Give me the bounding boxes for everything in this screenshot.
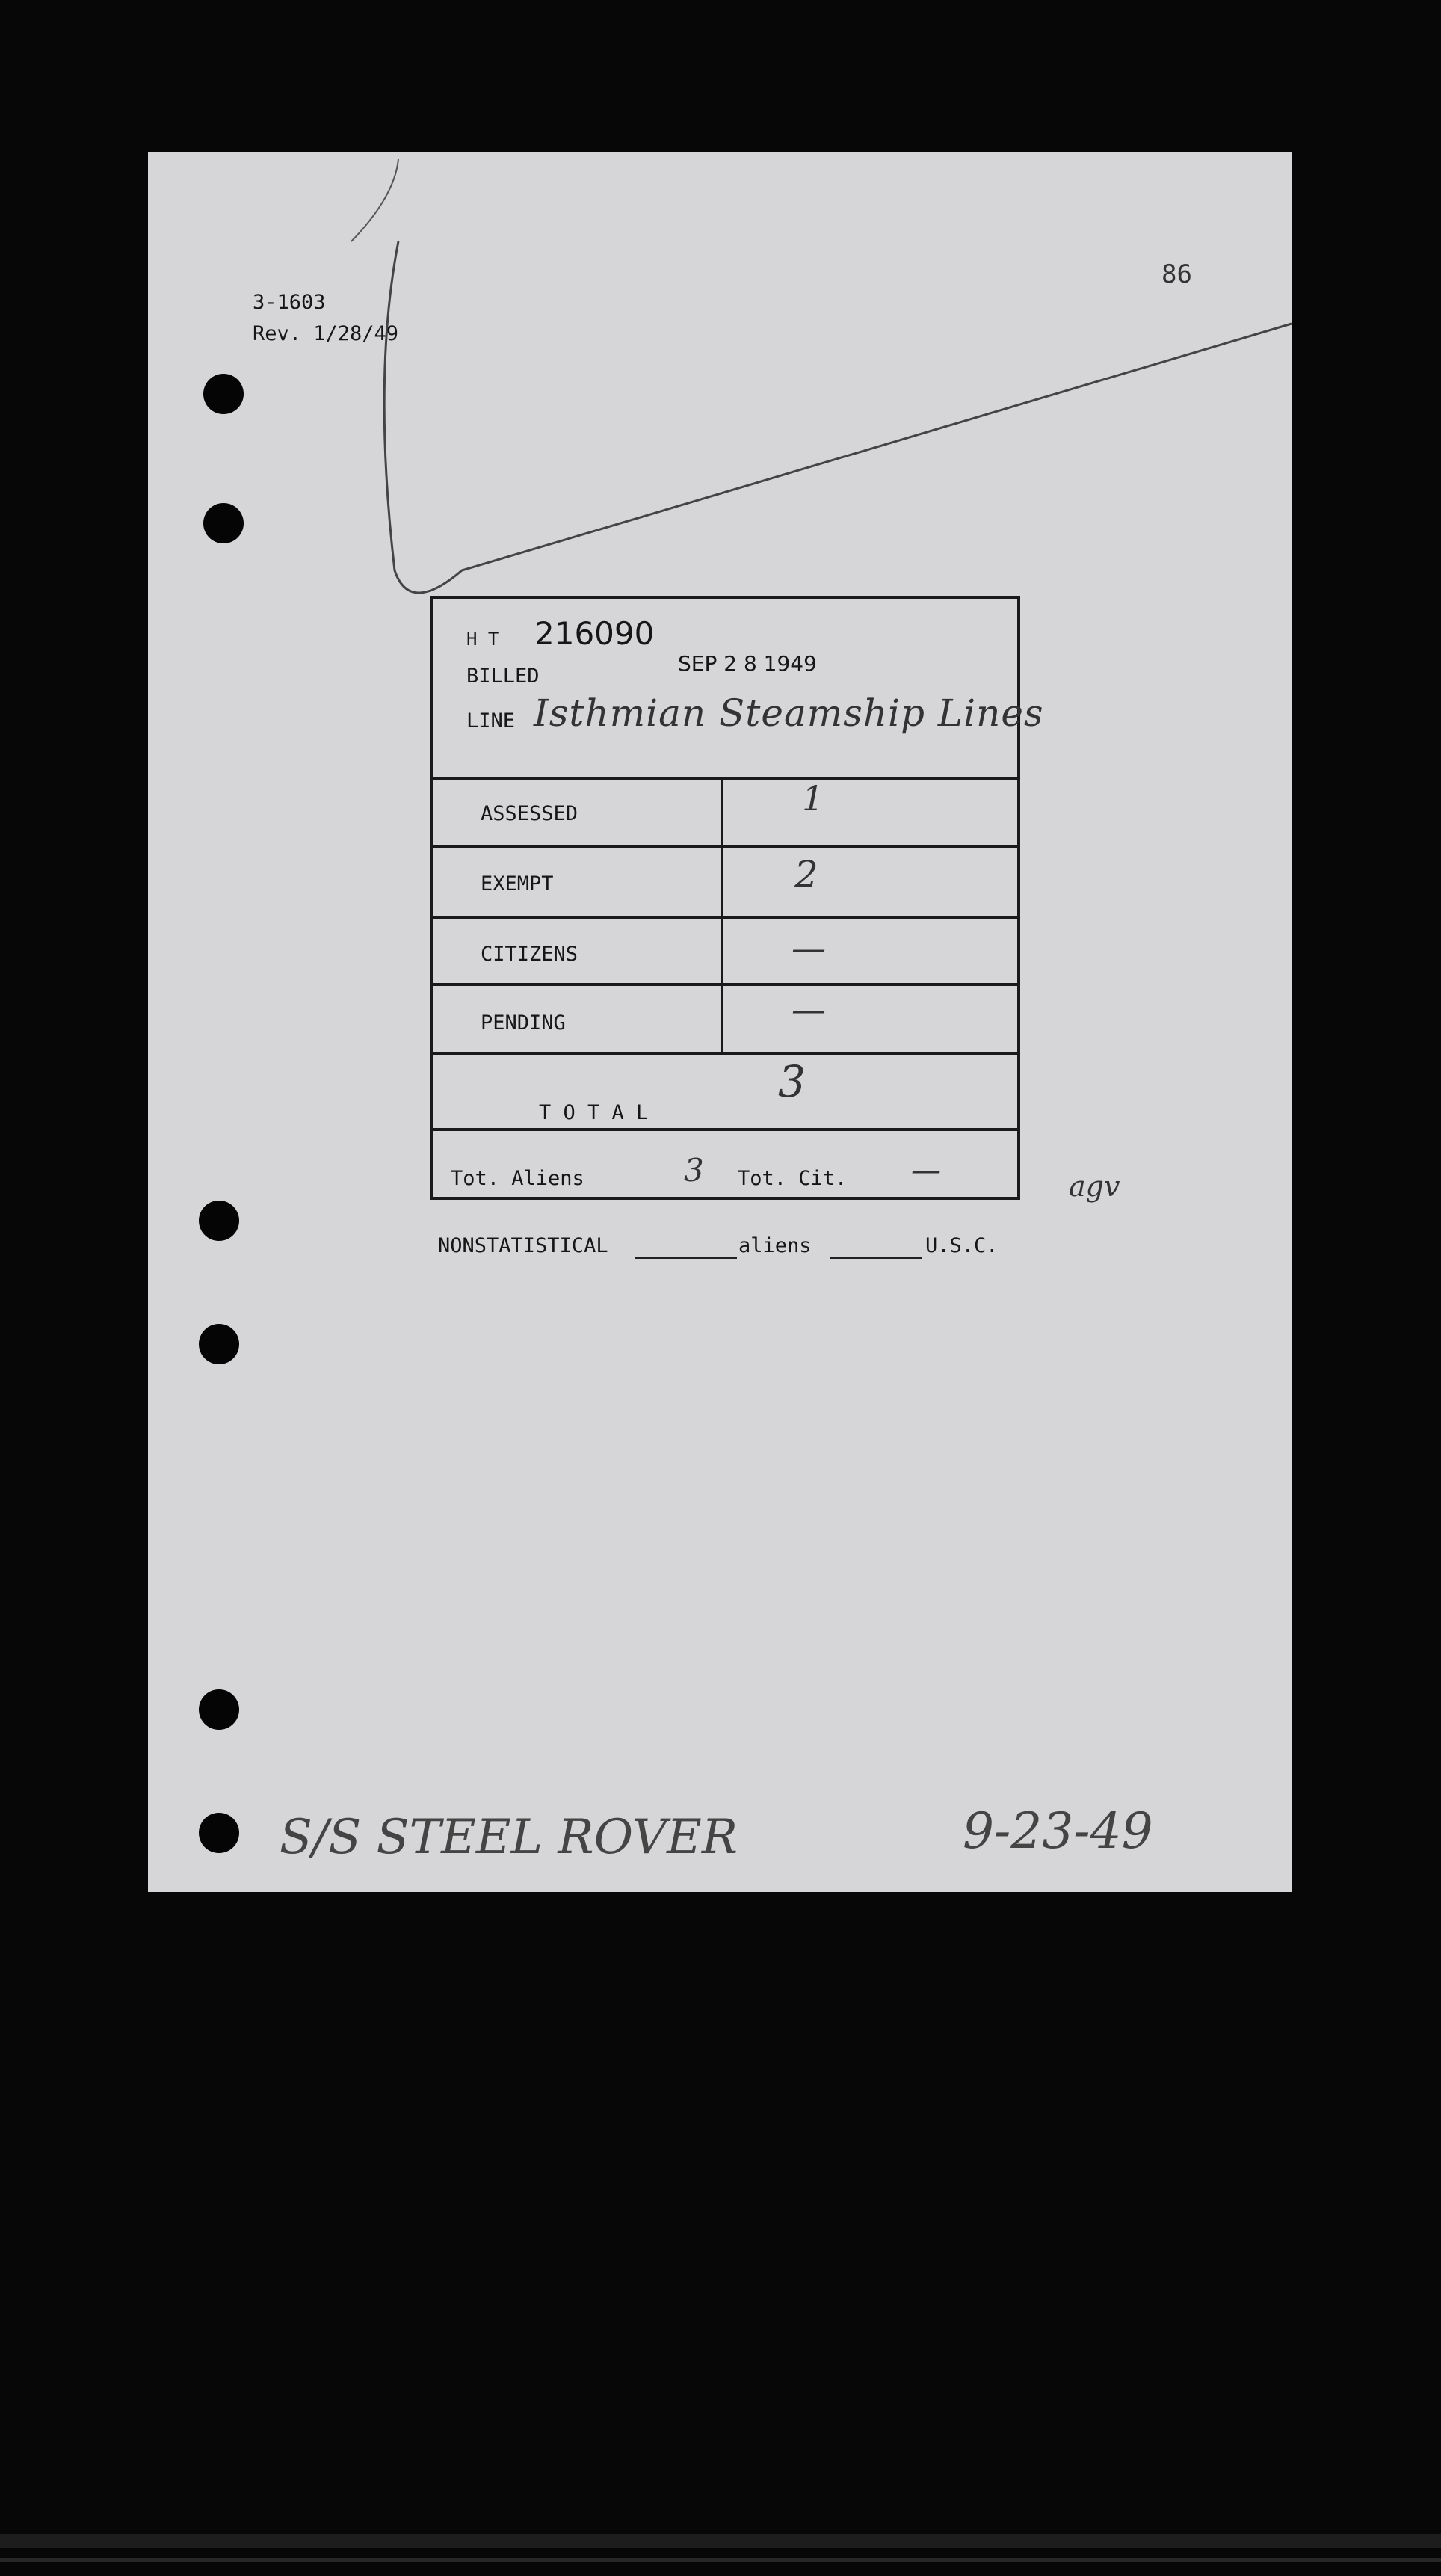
usc-label: U.S.C. [925, 1234, 999, 1257]
column-divider [720, 778, 723, 1053]
punch-hole [199, 1201, 239, 1241]
line-label: LINE [466, 709, 516, 733]
total-label: T O T A L [539, 1101, 649, 1124]
divider [433, 1052, 1017, 1055]
nonstatistical-blank [635, 1257, 737, 1259]
row-label-pending: PENDING [481, 1011, 566, 1035]
divider [433, 845, 1017, 848]
punch-hole [199, 1813, 239, 1853]
divider [433, 983, 1017, 986]
divider [433, 1128, 1017, 1131]
film-edge [0, 2534, 1441, 2548]
row-label-exempt: EXEMPT [481, 872, 554, 896]
page-number: 86 [1161, 259, 1192, 289]
date-stamp: SEP 2 8 1949 [678, 651, 817, 676]
footer-date: 9-23-49 [963, 1802, 1153, 1860]
row-value-citizens: — [792, 928, 826, 968]
vessel-name: S/S STEEL ROVER [280, 1810, 738, 1865]
tot-aliens-label: Tot. Aliens [451, 1167, 584, 1190]
form-number: 3-1603 [253, 291, 326, 314]
aliens-blank [830, 1257, 922, 1259]
head-tax-stamp-box [430, 596, 1044, 1200]
tot-cit-label: Tot. Cit. [738, 1167, 848, 1190]
row-label-citizens: CITIZENS [481, 943, 578, 966]
punch-hole [199, 1324, 239, 1364]
line-value: Isthmian Steamship Lines [534, 691, 1044, 735]
billed-label: BILLED [466, 665, 540, 688]
divider [433, 777, 1017, 780]
form-revision: Rev. 1/28/49 [253, 322, 399, 345]
row-value-exempt: 2 [794, 853, 818, 896]
aliens-label: aliens [738, 1234, 812, 1257]
nonstatistical-label: NONSTATISTICAL [438, 1234, 608, 1257]
punch-hole [199, 1689, 239, 1730]
tot-aliens-value: 3 [684, 1152, 704, 1189]
row-value-assessed: 1 [802, 778, 824, 819]
film-edge [0, 2558, 1441, 2562]
divider [433, 916, 1017, 919]
ht-number: 216090 [534, 615, 655, 652]
row-label-assessed: ASSESSED [481, 802, 578, 825]
total-value: 3 [778, 1056, 806, 1107]
initials: agv [1069, 1170, 1120, 1203]
ht-label: H T [466, 629, 499, 650]
document-page [148, 152, 1292, 1892]
tot-cit-value: — [911, 1153, 941, 1188]
row-value-pending: — [792, 989, 826, 1029]
